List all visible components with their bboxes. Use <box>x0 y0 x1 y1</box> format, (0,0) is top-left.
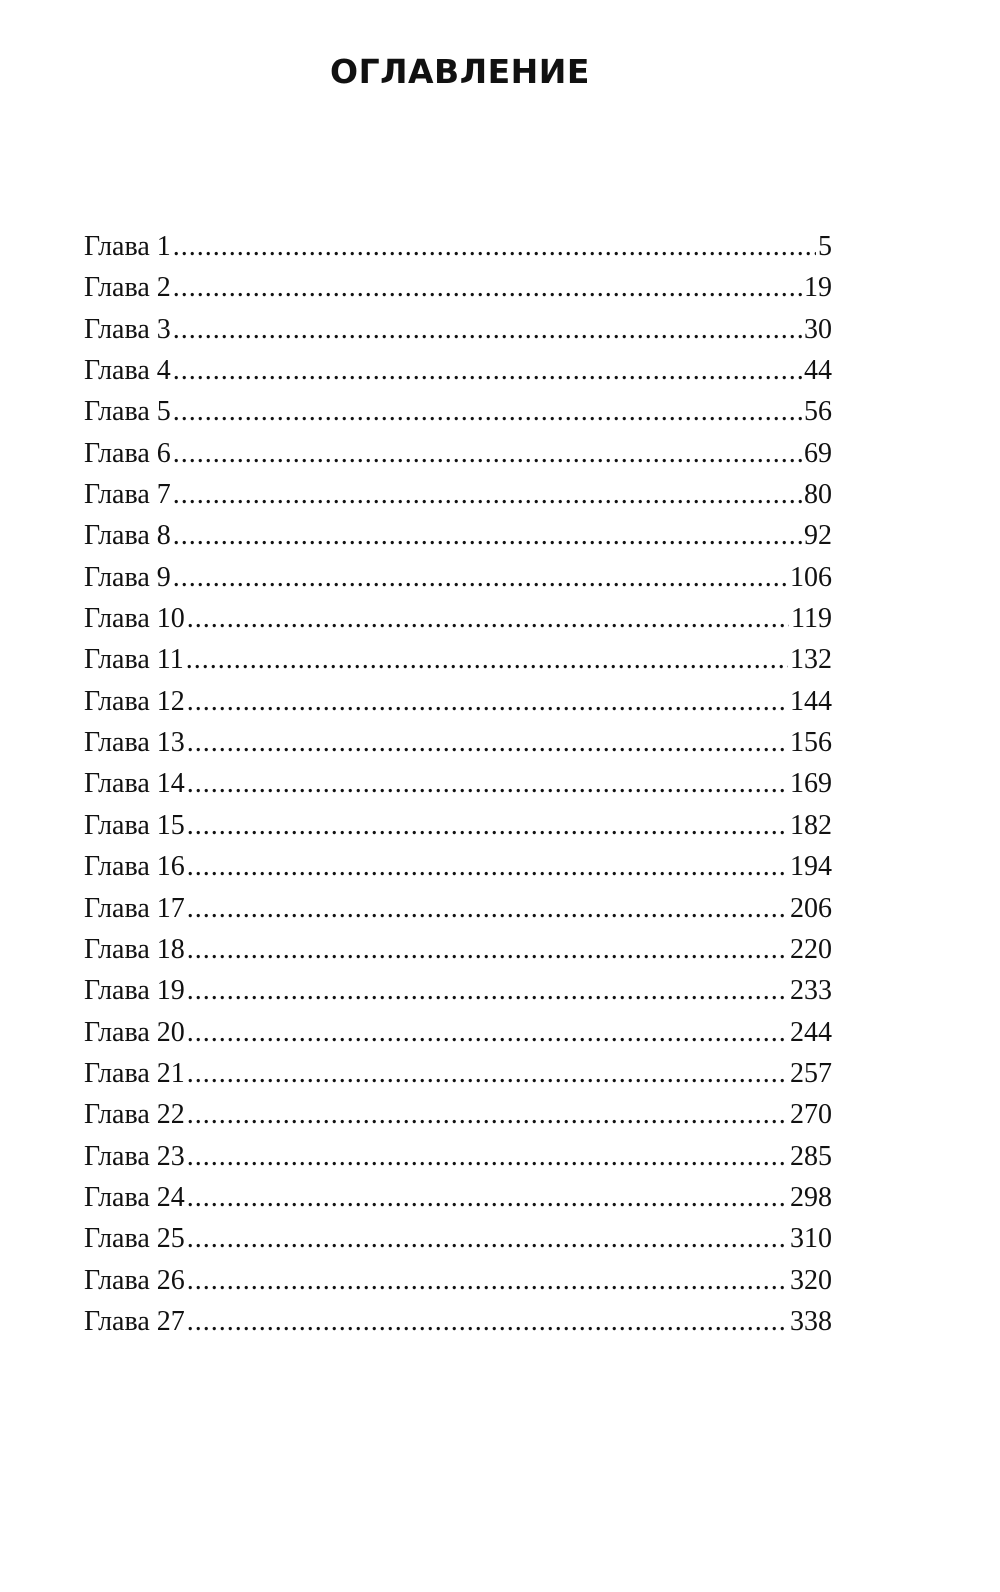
dot-leader <box>173 350 802 391</box>
dot-leader <box>187 1012 788 1053</box>
toc-entry-label: Глава 7 <box>84 479 171 511</box>
toc-entry[interactable] <box>84 1094 832 1135</box>
toc-entry[interactable] <box>84 433 832 474</box>
dot-leader <box>187 1218 788 1259</box>
toc-entry-page: 5 <box>818 231 832 262</box>
toc-entry-page: 30 <box>804 313 832 345</box>
toc-entry-label: Глава 1 <box>84 231 171 262</box>
toc-entry[interactable] <box>84 515 832 556</box>
toc-entry-label: Глава 15 <box>84 809 185 841</box>
toc-entry-page: 270 <box>790 1099 832 1131</box>
dot-leader <box>173 515 802 556</box>
toc-entry[interactable] <box>84 888 832 929</box>
toc-entry-page: 257 <box>790 1057 832 1089</box>
toc-entry[interactable] <box>84 763 832 804</box>
toc-entry-label: Глава 2 <box>84 272 171 304</box>
toc-entry[interactable] <box>84 391 832 432</box>
dot-leader <box>173 226 816 267</box>
dot-leader <box>187 1094 788 1135</box>
toc-entry-label: Глава 12 <box>84 685 185 717</box>
dot-leader <box>173 474 802 515</box>
dot-leader <box>187 763 788 804</box>
toc-entry-page: 69 <box>804 437 832 469</box>
dot-leader <box>187 846 788 887</box>
toc-entry[interactable] <box>84 929 832 970</box>
toc-entry-label: Глава 26 <box>84 1264 185 1296</box>
dot-leader <box>187 888 788 929</box>
dot-leader <box>187 681 788 722</box>
toc-entry[interactable] <box>84 350 832 391</box>
dot-leader <box>187 1177 788 1218</box>
dot-leader <box>186 639 788 680</box>
toc-entry-page: 132 <box>790 644 832 676</box>
dot-leader <box>187 805 788 846</box>
toc-heading: ОГЛАВЛЕНИЕ <box>330 52 590 91</box>
toc-entry-page: 338 <box>790 1305 832 1337</box>
toc-entry[interactable] <box>84 557 832 598</box>
toc-entry-page: 156 <box>790 727 832 759</box>
toc-entry-label: Глава 3 <box>84 313 171 345</box>
toc-entry-label: Глава 20 <box>84 1016 185 1048</box>
toc-entry-page: 220 <box>790 933 832 965</box>
toc-entry[interactable] <box>84 846 832 887</box>
dot-leader <box>187 722 788 763</box>
toc-entry[interactable] <box>84 598 832 639</box>
toc-entry-page: 80 <box>804 479 832 511</box>
toc-entry-label: Глава 6 <box>84 437 171 469</box>
toc-entry-page: 169 <box>790 768 832 800</box>
toc-entry-page: 310 <box>790 1223 832 1255</box>
toc-entry[interactable] <box>84 1301 832 1342</box>
toc-entry-page: 106 <box>790 561 832 593</box>
toc-entry-label: Глава 16 <box>84 851 185 883</box>
toc-entry-page: 194 <box>790 851 832 883</box>
toc-entry[interactable] <box>84 681 832 722</box>
dot-leader <box>187 970 788 1011</box>
toc-entry-label: Глава 23 <box>84 1140 185 1172</box>
toc-entry-label: Глава 25 <box>84 1223 185 1255</box>
toc-entry-page: 244 <box>790 1016 832 1048</box>
dot-leader <box>187 598 789 639</box>
toc-entry-label: Глава 9 <box>84 561 171 593</box>
toc-entry-label: Глава 10 <box>84 603 185 635</box>
toc-entry-label: Глава 18 <box>84 933 185 965</box>
dot-leader <box>173 557 788 598</box>
toc-entry-page: 206 <box>790 892 832 924</box>
dot-leader <box>173 433 802 474</box>
toc-entry-label: Глава 19 <box>84 975 185 1007</box>
toc-entry[interactable] <box>84 970 832 1011</box>
toc-entry-label: Глава 21 <box>84 1057 185 1089</box>
toc-entry-page: 44 <box>804 355 832 387</box>
toc-entry-page: 233 <box>790 975 832 1007</box>
toc-entry-page: 119 <box>791 603 832 635</box>
toc-entry[interactable] <box>84 226 832 267</box>
toc-entry[interactable] <box>84 805 832 846</box>
toc-entry-label: Глава 4 <box>84 355 171 387</box>
toc-entry-page: 320 <box>790 1264 832 1296</box>
toc-entry[interactable] <box>84 1053 832 1094</box>
toc-entry-label: Глава 13 <box>84 727 185 759</box>
toc-entry-label: Глава 8 <box>84 520 171 552</box>
dot-leader <box>173 309 802 350</box>
toc-entry-label: Глава 22 <box>84 1099 185 1131</box>
dot-leader <box>173 391 802 432</box>
toc-entry-label: Глава 11 <box>84 644 184 676</box>
toc-entry[interactable] <box>84 1012 832 1053</box>
toc-entry-label: Глава 27 <box>84 1305 185 1337</box>
toc-entry[interactable] <box>84 474 832 515</box>
toc-entry-page: 19 <box>804 272 832 304</box>
toc-entry-label: Глава 5 <box>84 396 171 428</box>
dot-leader <box>187 1301 788 1342</box>
dot-leader <box>187 1053 788 1094</box>
toc-entry[interactable] <box>84 1136 832 1177</box>
toc-entry-page: 92 <box>804 520 832 552</box>
toc-entry[interactable] <box>84 639 832 680</box>
toc-entry[interactable] <box>84 1177 832 1218</box>
toc-entry-label: Глава 17 <box>84 892 185 924</box>
toc-entry[interactable] <box>84 1218 832 1259</box>
dot-leader <box>187 1260 788 1301</box>
dot-leader <box>187 929 788 970</box>
toc-entry-label: Глава 24 <box>84 1181 185 1213</box>
toc-entry-label: Глава 14 <box>84 768 185 800</box>
toc-entry[interactable] <box>84 722 832 763</box>
toc-list <box>84 226 832 1342</box>
toc-entry-page: 285 <box>790 1140 832 1172</box>
toc-entry-page: 298 <box>790 1181 832 1213</box>
dot-leader <box>187 1136 788 1177</box>
toc-entry-page: 182 <box>790 809 832 841</box>
toc-entry[interactable] <box>84 309 832 350</box>
toc-entry[interactable] <box>84 267 832 308</box>
toc-entry-page: 56 <box>804 396 832 428</box>
toc-entry[interactable] <box>84 1260 832 1301</box>
dot-leader <box>173 267 802 308</box>
toc-entry-page: 144 <box>790 685 832 717</box>
